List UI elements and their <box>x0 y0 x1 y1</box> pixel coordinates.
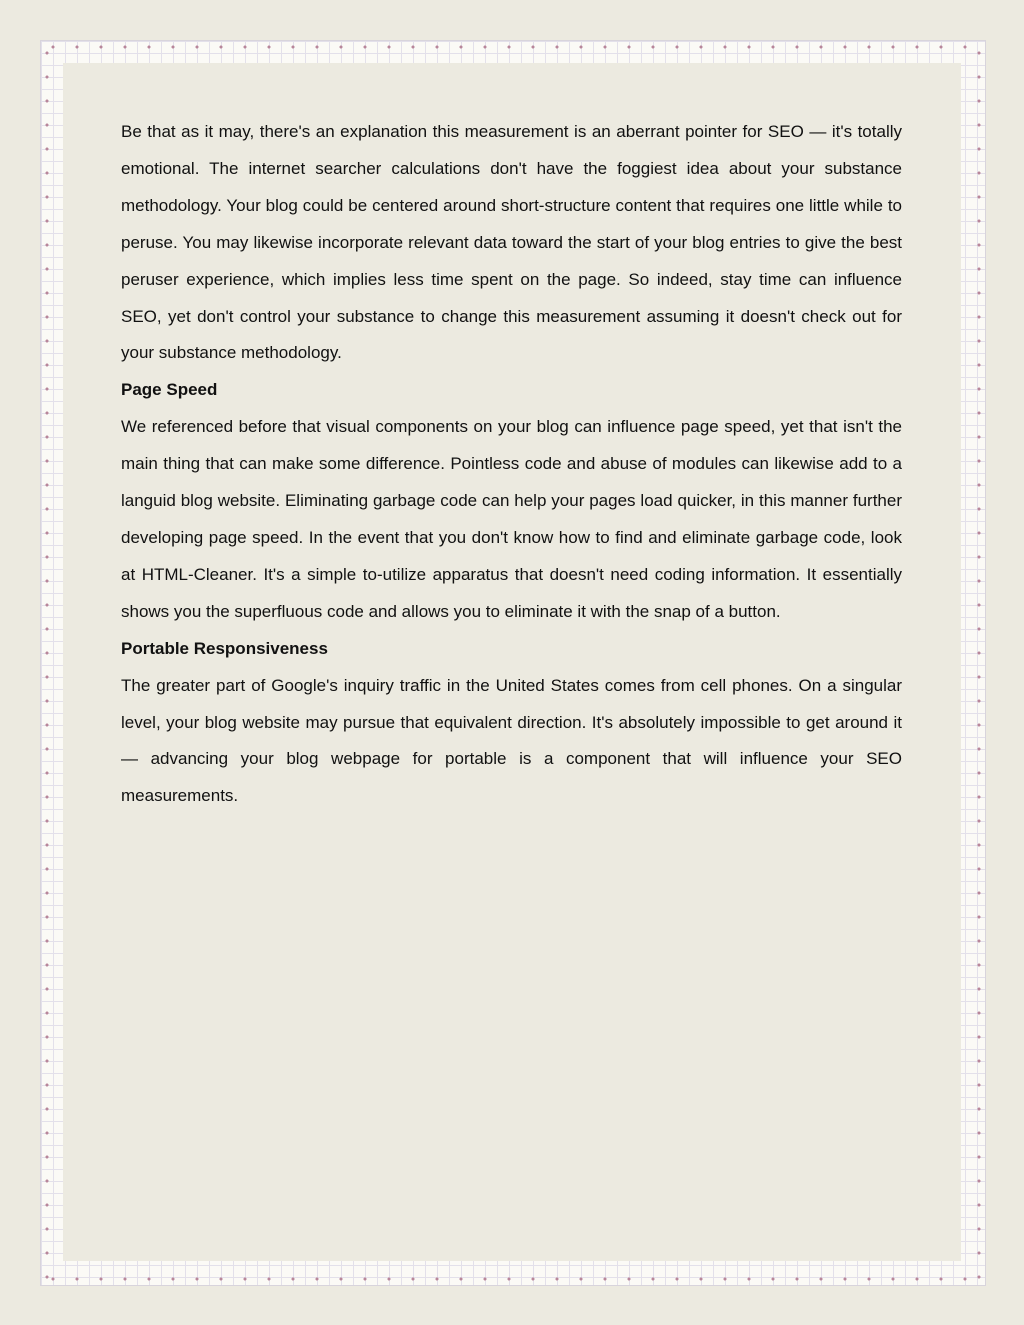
border-dots-right <box>975 41 983 1285</box>
portable-responsiveness-paragraph: The greater part of Google's inquiry traffic in the United States comes from cell phones. On a singular level, your blog website may pursue that equivalent direction. It's absolutely impossible to get around it — advancing your blog webpage for portable is a component that will influence your SEO measurements. <box>121 675 902 806</box>
page-speed-paragraph: We referenced before that visual components on your blog can influence page speed, yet that isn't the main thing that can make some difference. Pointless code and abuse of modules can likewise add to a languid blog website. Eliminating garbage code can help your pages load quicker, in this manner further developing page speed. In the event that you don't know how to find and eliminate garbage code, look at HTML-Cleaner. It's a simple to-utilize apparatus that doesn't need coding information. It essentially shows you the superfluous code and allows you to eliminate it with the snap of a button. <box>121 417 902 621</box>
portable-responsiveness-heading: Portable Responsiveness <box>121 638 328 658</box>
document-body <box>121 114 902 815</box>
intro-paragraph: Be that as it may, there's an explanation this measurement is an aberrant pointer for SEO — it's totally emotional. The internet searcher calculations don't have the foggiest idea about your substance methodology. Your blog could be centered around short-structure content that requires one little while to peruse. You may likewise incorporate relevant data toward the start of your blog entries to give the best peruser experience, which implies less time spent on the page. So indeed, stay time can influence SEO, yet don't control your substance to change this measurement assuming it doesn't check out for your substance methodology. <box>121 122 902 363</box>
border-dots-top <box>41 43 985 51</box>
border-dots-left <box>43 41 51 1285</box>
border-dots-bottom <box>41 1275 985 1283</box>
page-speed-heading: Page Speed <box>121 380 218 400</box>
